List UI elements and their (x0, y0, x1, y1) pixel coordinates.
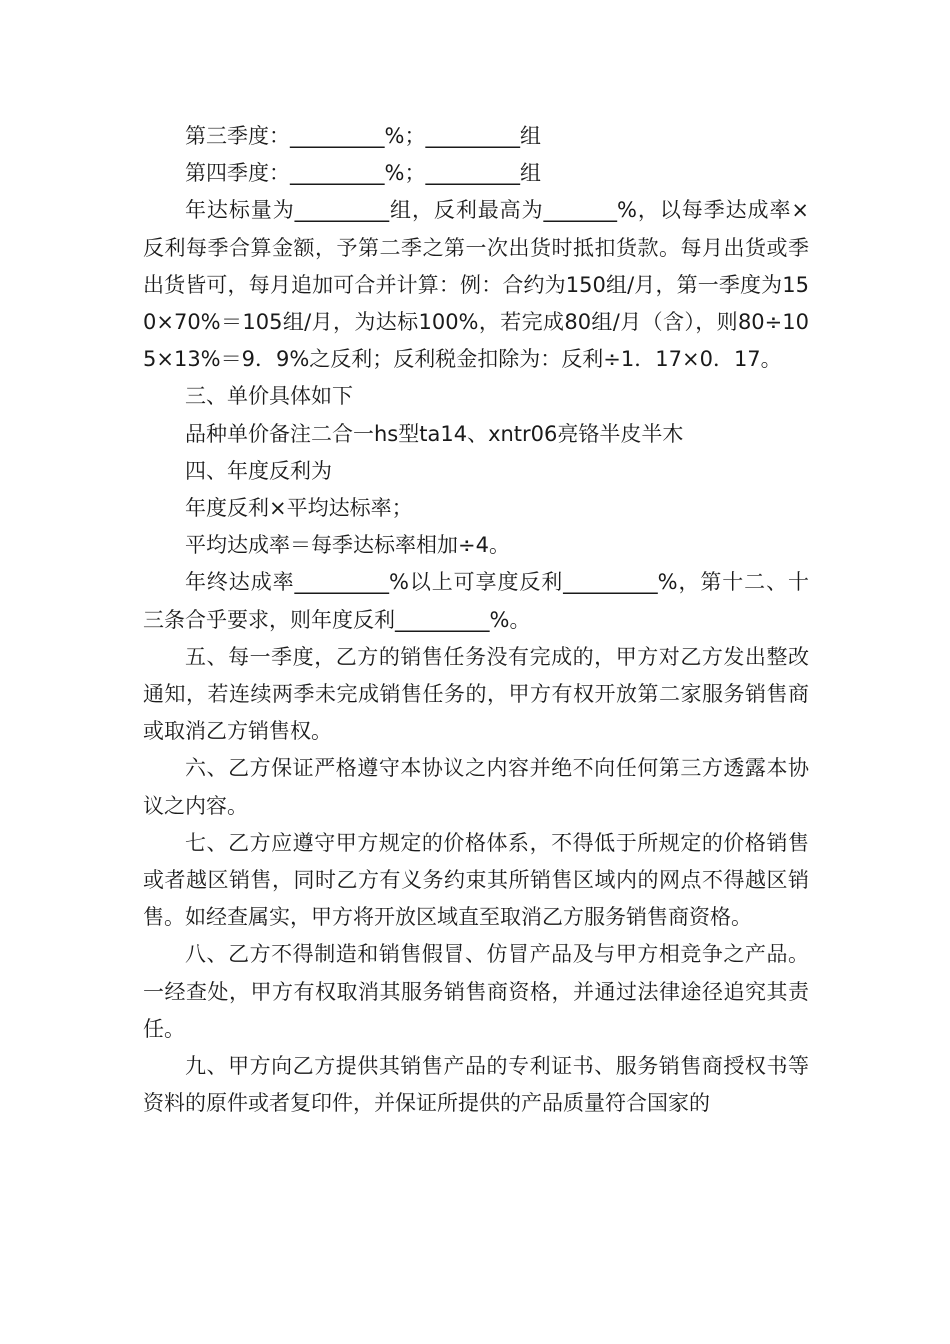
document-body (143, 118, 809, 1122)
clause-eight: 八、乙方不得制造和销售假冒、仿冒产品及与甲方相竞争之产品。一经查处，甲方有权取消其服务销售商资格，并通过法律途径追究其责任。 (143, 942, 809, 1041)
paragraph-q4-target: 第四季度：_________%；_________组 (185, 161, 541, 186)
paragraph-annual-target: 年达标量为_________组，反利最高为_______%，以每季达成率×反利每季合算金额，予第二季之第一次出货时抵扣货款。每月出货或季出货皆可，每月追加可合并计算：例：合约为150组/月，第一季度为150×70%＝105组/月，为达标100%，若完成80组/月（含），则80÷105×13%＝9．9%之反利；反利税金扣除为：反利÷1．17×0．17。 (143, 198, 809, 372)
paragraph-product-spec: 品种单价备注二合一hs型ta14、xntr06亮铬半皮半木 (185, 421, 684, 446)
clause-nine: 九、甲方向乙方提供其销售产品的专利证书、服务销售商授权书等资料的原件或者复印件，并保证所提供的产品质量符合国家的 (143, 1054, 809, 1116)
heading-unit-price: 三、单价具体如下 (185, 384, 353, 409)
paragraph-q3-target: 第三季度：_________%；_________组 (185, 124, 541, 148)
clause-six: 六、乙方保证严格遵守本协议之内容并绝不向任何第三方透露本协议之内容。 (143, 756, 809, 818)
clause-five: 五、每一季度，乙方的销售任务没有完成的，甲方对乙方发出整改通知，若连续两季未完成销售任务的，甲方有权开放第二家服务销售商或取消乙方销售权。 (143, 644, 809, 744)
heading-annual-rebate: 四、年度反利为 (185, 458, 332, 483)
clause-seven: 七、乙方应遵守甲方规定的价格体系，不得低于所规定的价格销售或者越区销售，同时乙方有义务约束其所销售区域内的网点不得越区销售。如经查属实，甲方将开放区域直至取消乙方服务销售商资格。 (143, 830, 809, 930)
paragraph-rebate-formula: 年度反利×平均达标率； (185, 496, 413, 521)
paragraph-average-rate: 平均达成率＝每季达标率相加÷4。 (185, 533, 510, 558)
paragraph-year-end-rate: 年终达成率_________%以上可享度反利_________%，第十二、十三条合乎要求，则年度反利_________%。 (143, 570, 809, 632)
